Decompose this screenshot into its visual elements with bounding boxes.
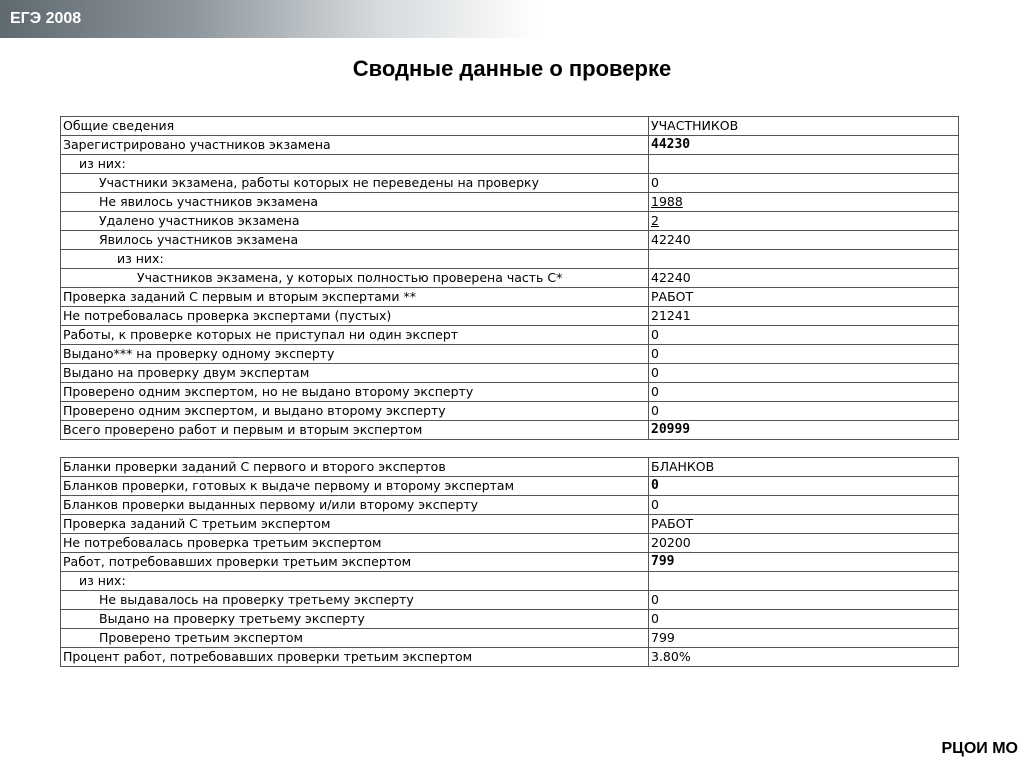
table-row: [61, 629, 959, 648]
table-row: [61, 496, 959, 515]
table-row: [61, 383, 959, 402]
row-label: Всего проверено работ и первым и вторым экспертом: [61, 421, 649, 440]
row-value: 0: [649, 326, 959, 345]
row-label: из них:: [61, 155, 649, 174]
table-row: [61, 534, 959, 553]
row-value: [649, 250, 959, 269]
table-row: [61, 269, 959, 288]
row-value-link[interactable]: 2: [649, 212, 959, 231]
row-label: Участников экзамена, у которых полностью проверена часть С*: [61, 269, 649, 288]
row-value: 0: [649, 345, 959, 364]
row-value: [649, 155, 959, 174]
row-label: Проверено одним экспертом, и выдано второму эксперту: [61, 402, 649, 421]
row-value: 42240: [649, 269, 959, 288]
row-label: Проверка заданий С первым и вторым экспертами **: [61, 288, 649, 307]
row-label: Работ, потребовавших проверки третьим экспертом: [61, 553, 649, 572]
row-value: БЛАНКОВ: [649, 458, 959, 477]
row-label: Явилось участников экзамена: [61, 231, 649, 250]
table-row: [61, 572, 959, 591]
row-value: 799: [649, 629, 959, 648]
row-label: Бланков проверки выданных первому и/или второму эксперту: [61, 496, 649, 515]
row-value: 0: [649, 496, 959, 515]
row-label: Выдано на проверку третьему эксперту: [61, 610, 649, 629]
row-value: 44230: [649, 136, 959, 155]
row-label: Не выдавалось на проверку третьему эксперту: [61, 591, 649, 610]
table-row: [61, 477, 959, 496]
footer-label: РЦОИ МО: [941, 740, 1018, 757]
row-label: из них:: [61, 572, 649, 591]
row-value-link[interactable]: 1988: [649, 193, 959, 212]
row-value: РАБОТ: [649, 288, 959, 307]
table-row: [61, 212, 959, 231]
row-label: Проверка заданий С третьим экспертом: [61, 515, 649, 534]
row-value: 0: [649, 383, 959, 402]
table-row: [61, 591, 959, 610]
row-value: 21241: [649, 307, 959, 326]
row-label: Бланки проверки заданий С первого и второго экспертов: [61, 458, 649, 477]
table-row: [61, 458, 959, 477]
row-label: из них:: [61, 250, 649, 269]
row-value: 0: [649, 591, 959, 610]
table-row: [61, 553, 959, 572]
table-row: [61, 117, 959, 136]
table-row: [61, 402, 959, 421]
table-row: [61, 421, 959, 440]
row-label: Проверено одним экспертом, но не выдано второму эксперту: [61, 383, 649, 402]
table-row: [61, 250, 959, 269]
row-value: 0: [649, 174, 959, 193]
row-value: 20200: [649, 534, 959, 553]
table-row: [61, 288, 959, 307]
row-label: Зарегистрировано участников экзамена: [61, 136, 649, 155]
table-row: [61, 231, 959, 250]
row-label: Не потребовалась проверка третьим экспертом: [61, 534, 649, 553]
row-label: Выдано на проверку двум экспертам: [61, 364, 649, 383]
row-value: РАБОТ: [649, 515, 959, 534]
table-row: [61, 155, 959, 174]
participants-table: [60, 116, 959, 440]
forms-table: [60, 457, 959, 667]
table-row: [61, 174, 959, 193]
row-label: Удалено участников экзамена: [61, 212, 649, 231]
table-row: [61, 345, 959, 364]
row-label: Проверено третьим экспертом: [61, 629, 649, 648]
row-label: Процент работ, потребовавших проверки третьим экспертом: [61, 648, 649, 667]
row-label: Не потребовалась проверка экспертами (пустых): [61, 307, 649, 326]
row-value: 20999: [649, 421, 959, 440]
table-row: [61, 136, 959, 155]
row-value: 3.80%: [649, 648, 959, 667]
row-label: Бланков проверки, готовых к выдаче первому и второму экспертам: [61, 477, 649, 496]
table-row: [61, 193, 959, 212]
banner-label: ЕГЭ 2008: [10, 10, 82, 27]
row-label: Общие сведения: [61, 117, 649, 136]
row-label: Участники экзамена, работы которых не переведены на проверку: [61, 174, 649, 193]
row-value: 0: [649, 402, 959, 421]
table-row: [61, 515, 959, 534]
table-row: [61, 326, 959, 345]
table-row: [61, 648, 959, 667]
table-row: [61, 307, 959, 326]
table-row: [61, 364, 959, 383]
row-label: Не явилось участников экзамена: [61, 193, 649, 212]
row-value: 0: [649, 364, 959, 383]
header-banner: [0, 0, 540, 38]
row-value: УЧАСТНИКОВ: [649, 117, 959, 136]
table-row: [61, 610, 959, 629]
row-value: 42240: [649, 231, 959, 250]
row-label: Работы, к проверке которых не приступал ни один эксперт: [61, 326, 649, 345]
row-value: 0: [649, 477, 959, 496]
row-value: 799: [649, 553, 959, 572]
row-value: 0: [649, 610, 959, 629]
slide-title: Сводные данные о проверке: [352, 56, 672, 81]
row-label: Выдано*** на проверку одному эксперту: [61, 345, 649, 364]
row-value: [649, 572, 959, 591]
